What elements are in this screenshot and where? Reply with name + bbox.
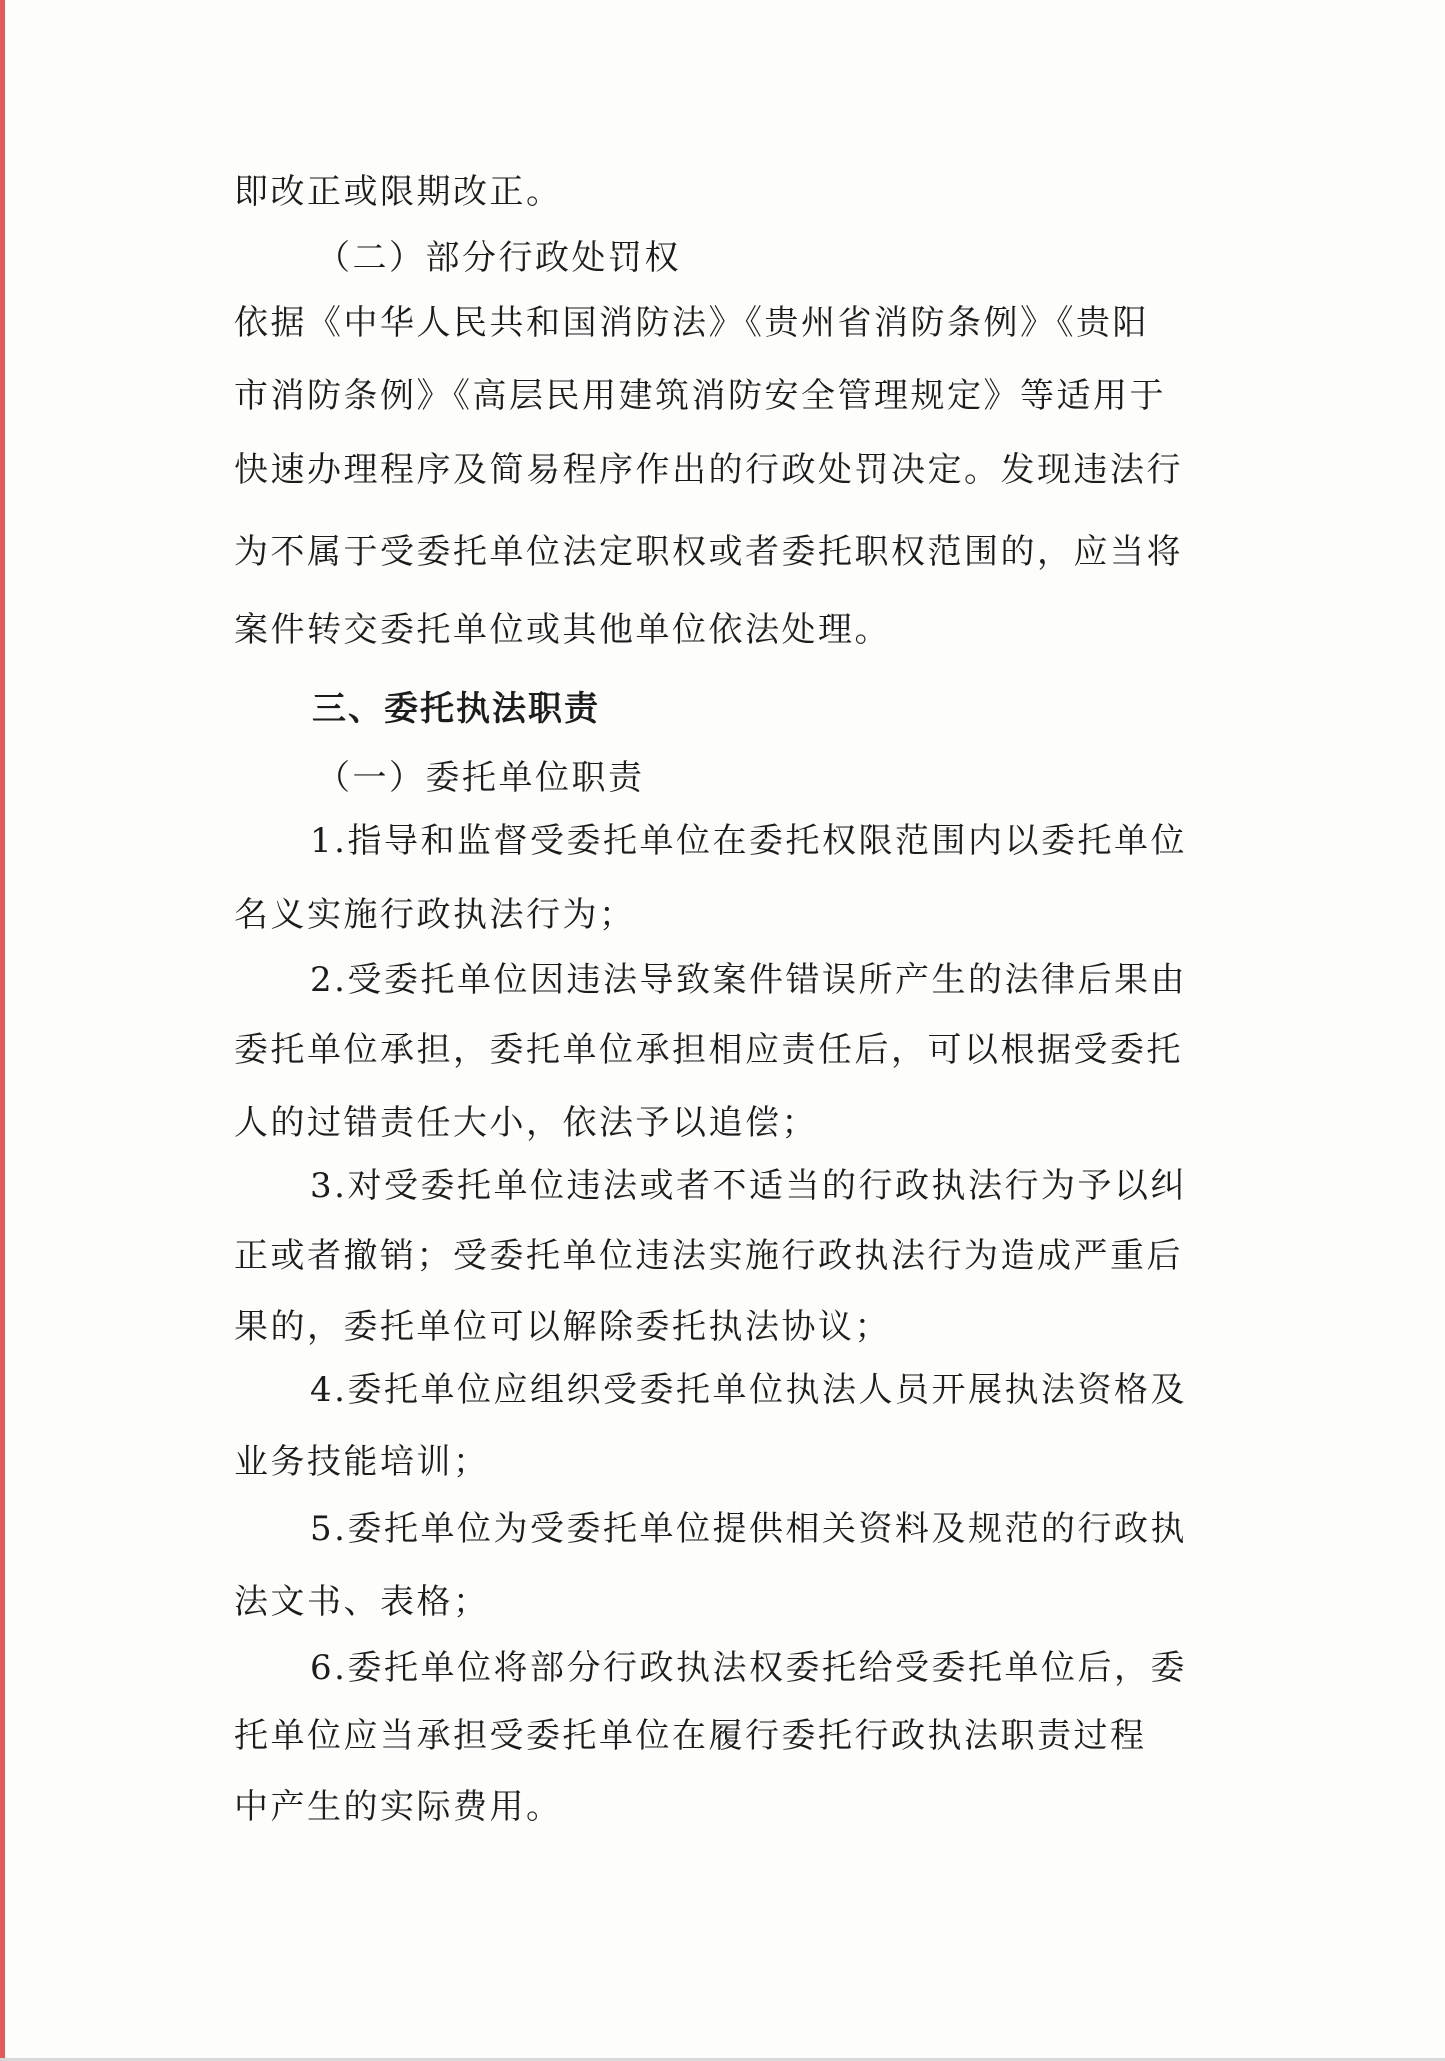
subsection-heading-2: （二）部分行政处罚权 [316,238,681,278]
text-line-1: 即改正或限期改正。 [234,172,563,212]
text-line-3: 依据《中华人民共和国消防法》《贵州省消防条例》《贵阳 [234,303,1149,343]
list-item-3-line-1: 3.对受委托单位违法或者不适当的行政执法行为予以纠 [310,1166,1187,1206]
text-line-6: 为不属于受委托单位法定职权或者委托职权范围的，应当将 [234,532,1183,572]
text-line-7: 案件转交委托单位或其他单位依法处理。 [234,610,891,650]
list-item-6-line-2: 托单位应当承担受委托单位在履行委托行政执法职责过程 [234,1716,1147,1756]
list-item-1-line-2: 名义实施行政执法行为； [234,895,636,935]
subsection-heading-1: （一）委托单位职责 [316,758,645,798]
list-item-2-line-3: 人的过错责任大小，依法予以追偿； [234,1103,818,1143]
text-line-4: 市消防条例》《高层民用建筑消防安全管理规定》等适用于 [234,376,1166,416]
page-left-edge [0,0,5,2061]
list-item-6-line-1: 6.委托单位将部分行政执法权委托给受委托单位后，委 [310,1648,1187,1688]
list-item-1-line-1: 1.指导和监督受委托单位在委托权限范围内以委托单位 [310,821,1187,861]
list-item-2-line-1: 2.受委托单位因违法导致案件错误所产生的法律后果由 [310,960,1187,1000]
section-heading-3: 三、委托执法职责 [312,689,600,729]
list-item-4-line-1: 4.委托单位应组织受委托单位执法人员开展执法资格及 [310,1370,1187,1410]
list-item-4-line-2: 业务技能培训； [234,1442,490,1482]
list-item-5-line-1: 5.委托单位为受委托单位提供相关资料及规范的行政执 [310,1509,1187,1549]
list-item-2-line-2: 委托单位承担，委托单位承担相应责任后，可以根据受委托 [234,1030,1183,1070]
text-line-5: 快速办理程序及简易程序作出的行政处罚决定。发现违法行 [234,450,1183,490]
list-item-3-line-2: 正或者撤销；受委托单位违法实施行政执法行为造成严重后 [234,1236,1183,1276]
list-item-5-line-2: 法文书、表格； [234,1582,490,1622]
list-item-6-line-3: 中产生的实际费用。 [234,1787,563,1827]
list-item-3-line-3: 果的，委托单位可以解除委托执法协议； [234,1307,891,1347]
